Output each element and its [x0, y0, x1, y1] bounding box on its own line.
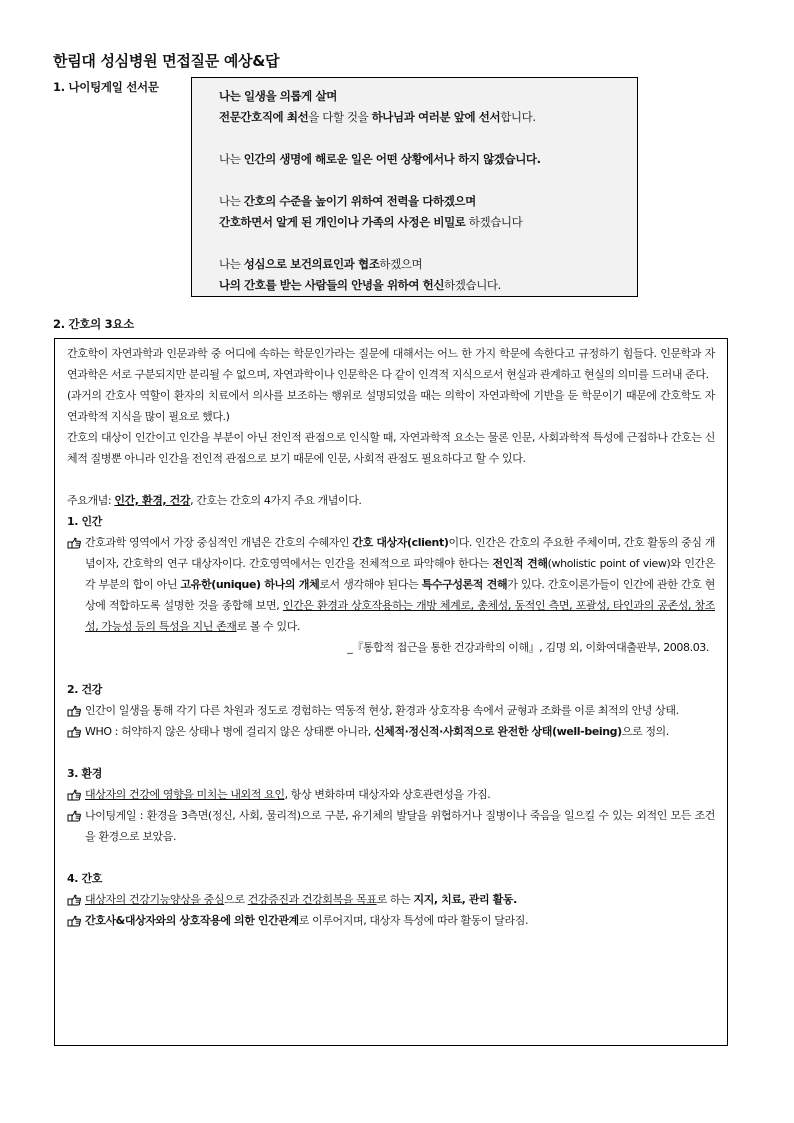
three-elements-box	[54, 338, 728, 1046]
object-paragraph: 간호의 대상이 인간이고 인간을 부분이 아닌 전인적 관점으로 인식할 때, 자연과학적 요소는 물론 인문, 사회과학적 특성에 근접하나 간호는 신체적 질병뿐 아니라 인간을 전인적 관점으로 보기 때문에 인문, 사회적 관점도 필요하다고 할 수 있다.	[67, 431, 715, 465]
pointing-hand-icon	[67, 910, 81, 931]
health-bullet: 인간이 일생을 통해 각기 다른 차원과 정도로 경험하는 역동적 현상, 환경과 상호작용 속에서 균형과 조화를 이룬 최적의 안녕 상태.	[67, 700, 715, 721]
pointing-hand-icon	[67, 805, 81, 826]
key-concepts-line: 주요개념: 인간, 환경, 건강, 간호는 간호의 4가지 주요 개념이다.	[67, 494, 362, 507]
citation: _『통합적 접근을 통한 건강과학의 이해』, 김명 외, 이화여대출판부, 2008.03.	[347, 641, 709, 654]
pledge-line: 나는 일생을 의롭게 살며	[219, 89, 337, 103]
environment-bullet: 대상자의 건강에 영향을 미치는 내외적 요인, 항상 변화하며 대상자와 상호관련성을 가짐.	[67, 784, 715, 805]
pledge-line: 나는 성심으로 보건의료인과 협조하겠으며	[219, 257, 423, 271]
pointing-hand-icon	[67, 721, 81, 742]
pledge-line: 나는 간호의 수준을 높이기 위하여 전력을 다하겠으며	[219, 194, 476, 208]
pointing-hand-icon	[67, 889, 81, 910]
history-paragraph: (과거의 간호사 역할이 환자의 치료에서 의사를 보조하는 행위로 설명되었을 때는 의학이 자연과학에 기반을 둔 학문이기 때문에 간호학도 자연과학적 지식을 많이 필요로 했다.)	[67, 389, 715, 423]
environment-heading: 3. 환경	[67, 767, 102, 780]
health-bullet-who: WHO : 허약하지 않은 상태나 병에 걸리지 않은 상태뿐 아니라, 신체적·정신적·사회적으로 완전한 상태(well-being)으로 정의.	[67, 721, 715, 742]
pointing-hand-icon	[67, 784, 81, 805]
section-1-label: 1. 나이팅게일 선서문	[53, 80, 159, 94]
pointing-hand-icon	[67, 532, 81, 553]
human-bullet: 간호과학 영역에서 가장 중심적인 개념은 간호의 수혜자인 간호 대상자(client)이다. 인간은 간호의 주요한 주체이며, 간호 활동의 중심 개념이자, 간호학의 연구 대상자이다. 간호영역에서는 인간을 전체적으로 파악해야 한다는 전인적 견해(wholistic point of view)와 인간은 각 부분의 합이 아닌 고유한(unique) 하나의 개체로서 생각해야 된다는 특수구성론적 견해가 있다. 간호이론가들이 인간에 관한 간호 현상에 적합하도록 설명한 것을 종합해 보면, 인간은 환경과 상호작용하는 개방 체계로, 총체성, 동적인 측면, 포괄성, 타인과의 공존성, 창조성, 가능성 등의 특성을 지닌 존재로 볼 수 있다.	[67, 532, 715, 637]
health-heading: 2. 건강	[67, 683, 102, 696]
key-concepts-terms: 인간, 환경, 건강	[114, 494, 191, 507]
nursing-heading: 4. 간호	[67, 872, 102, 885]
nightingale-pledge-box	[191, 77, 638, 297]
pledge-line: 간호하면서 알게 된 개인이나 가족의 사정은 비밀로 하겠습니다	[219, 215, 523, 229]
nursing-bullet: 대상자의 건강기능양상을 중심으로 건강증진과 건강회복을 목표로 하는 지지, 치료, 관리 활동.	[67, 889, 715, 910]
intro-paragraph: 간호학이 자연과학과 인문과학 중 어디에 속하는 학문인가라는 질문에 대해서는 어느 한 가지 학문에 속한다고 규정하기 힘들다. 인문학과 자연과학은 서로 구분되지만 분리될 수 없으며, 자연과학이나 인문학은 다 같이 인격적 지식으로서 현실과 관계하고 현실의 의미를 드러내 준다.	[67, 347, 715, 381]
page-title: 한림대 성심병원 면접질문 예상&답	[53, 52, 280, 70]
pledge-line: 나의 간호를 받는 사람들의 안녕을 위하여 헌신하겠습니다.	[219, 278, 501, 292]
human-heading: 1. 인간	[67, 515, 102, 528]
environment-bullet-nightingale: 나이팅게일 : 환경을 3측면(정신, 사회, 물리적)으로 구분, 유기체의 발달을 위협하거나 질병이나 죽음을 일으킬 수 있는 외적인 모든 조건을 환경으로 보았음.	[67, 805, 715, 847]
nursing-bullet-relationship: 간호사&대상자와의 상호작용에 의한 인간관계로 이루어지며, 대상자 특성에 따라 활동이 달라짐.	[67, 910, 715, 931]
pledge-line: 나는 인간의 생명에 해로운 일은 어떤 상황에서나 하지 않겠습니다.	[219, 152, 541, 166]
pledge-line: 전문간호직에 최선을 다할 것을 하나님과 여러분 앞에 선서합니다.	[219, 110, 536, 124]
pointing-hand-icon	[67, 700, 81, 721]
section-2-label: 2. 간호의 3요소	[53, 317, 134, 331]
